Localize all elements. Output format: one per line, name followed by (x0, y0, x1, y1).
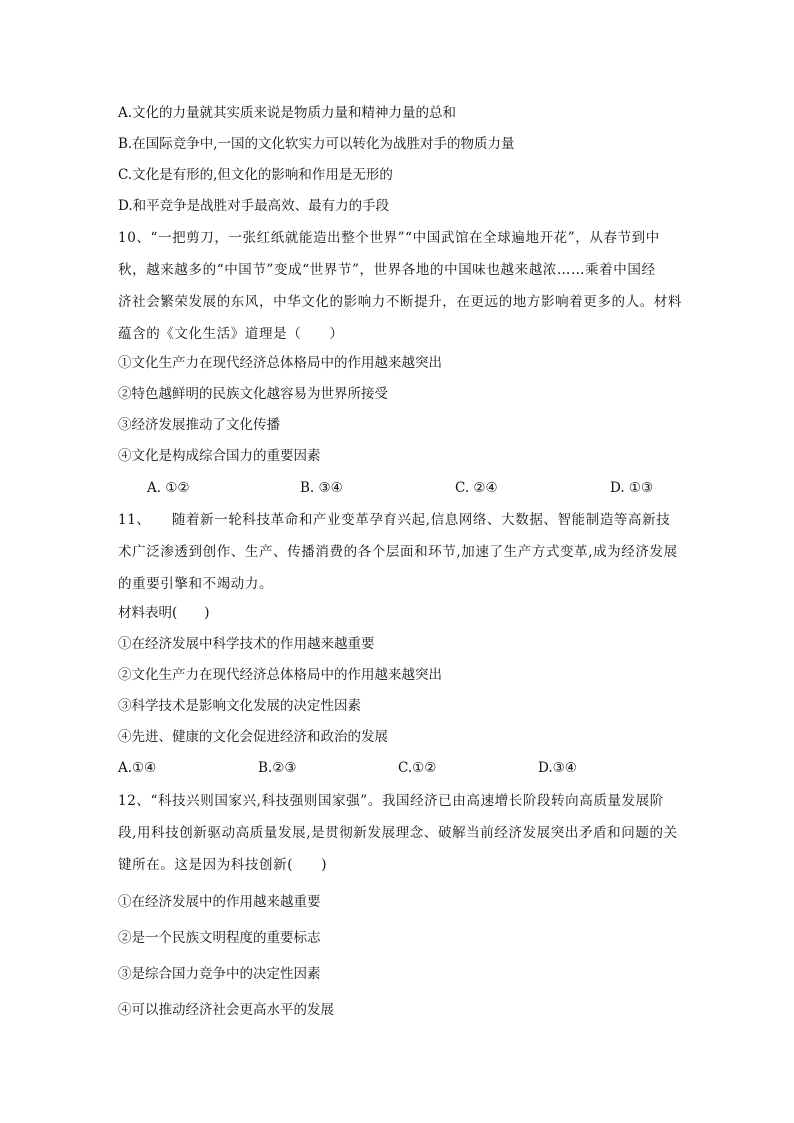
q12-stem-line: 键所在。这是因为科技创新( ) (118, 857, 328, 873)
q10-statement-1: ①文化生产力在现代经济总体格局中的作用越来越突出 (118, 355, 442, 371)
q9-option-d: D.和平竞争是战胜对手最高效、最有力的手段 (118, 198, 390, 214)
q11-choice-c: C.①② (398, 760, 437, 776)
q10-statement-2: ②特色越鲜明的民族文化越容易为世界所接受 (118, 386, 388, 402)
q10-stem-line: 蕴含的《文化生活》道理是（ ） (118, 326, 344, 342)
q11-statement-4: ④先进、健康的文化会促进经济和政治的发展 (118, 729, 388, 745)
q12-statement-2: ②是一个民族文明程度的重要标志 (118, 930, 321, 946)
q9-option-b: B.在国际竞争中,一国的文化软实力可以转化为战胜对手的物质力量 (118, 136, 515, 152)
q12-statement-1: ①在经济发展中的作用越来越重要 (118, 894, 321, 910)
q11-statement-1: ①在经济发展中科学技术的作用越来越重要 (118, 636, 375, 652)
q10-stem-line: 秋，越来越多的“中国节”变成“世界节”，世界各地的中国味也越来越浓……乘着中国经 (118, 262, 656, 278)
q11-choice-b: B.②③ (258, 760, 297, 776)
q9-option-c: C.文化是有形的,但文化的影响和作用是无形的 (118, 167, 393, 183)
q11-stem-line: 术广泛渗透到创作、生产、传播消费的各个层面和环节,加速了生产方式变革,成为经济发展 (118, 544, 678, 560)
q10-statement-3: ③经济发展推动了文化传播 (118, 417, 280, 433)
q11-stem-line: 材料表明( ) (118, 605, 210, 621)
q12-statement-4: ④可以推动经济社会更高水平的发展 (118, 1002, 334, 1018)
q10-stem-line: 10、“一把剪刀，一张红纸就能造出整个世界”“中国武馆在全球遍地开花”，从春节到中 (118, 230, 660, 246)
q10-stem-line: 济社会繁荣发展的东风，中华文化的影响力不断提升，在更远的地方影响着更多的人。材料 (118, 294, 682, 310)
q11-statement-2: ②文化生产力在现代经济总体格局中的作用越来越突出 (118, 667, 442, 683)
q10-choice-c: C. ②④ (455, 480, 498, 496)
q10-choice-b: B. ③④ (300, 480, 343, 496)
q10-statement-4: ④文化是构成综合国力的重要因素 (118, 448, 321, 464)
q11-statement-3: ③科学技术是影响文化发展的决定性因素 (118, 698, 361, 714)
q11-choice-d: D.③④ (538, 760, 577, 776)
q12-stem-line: 段,用科技创新驱动高质量发展,是贯彻新发展理念、破解当前经济发展突出矛盾和问题的关 (118, 825, 678, 841)
q11-stem-line: 11、 随着新一轮科技革命和产业变革孕育兴起,信息网络、大数据、智能制造等高新技 (118, 512, 671, 528)
q11-stem-line: 的重要引擎和不竭动力。 (118, 576, 274, 592)
q10-choice-d: D. ①③ (610, 480, 654, 496)
q10-choice-a: A. ①② (147, 480, 190, 496)
q11-choice-a: A.①④ (118, 760, 157, 776)
q12-statement-3: ③是综合国力竞争中的决定性因素 (118, 966, 321, 982)
q12-stem-line: 12、“科技兴则国家兴,科技强则国家强”。我国经济已由高速增长阶段转向高质量发展阶 (118, 793, 664, 809)
q9-option-a: A.文化的力量就其实质来说是物质力量和精神力量的总和 (118, 105, 457, 121)
